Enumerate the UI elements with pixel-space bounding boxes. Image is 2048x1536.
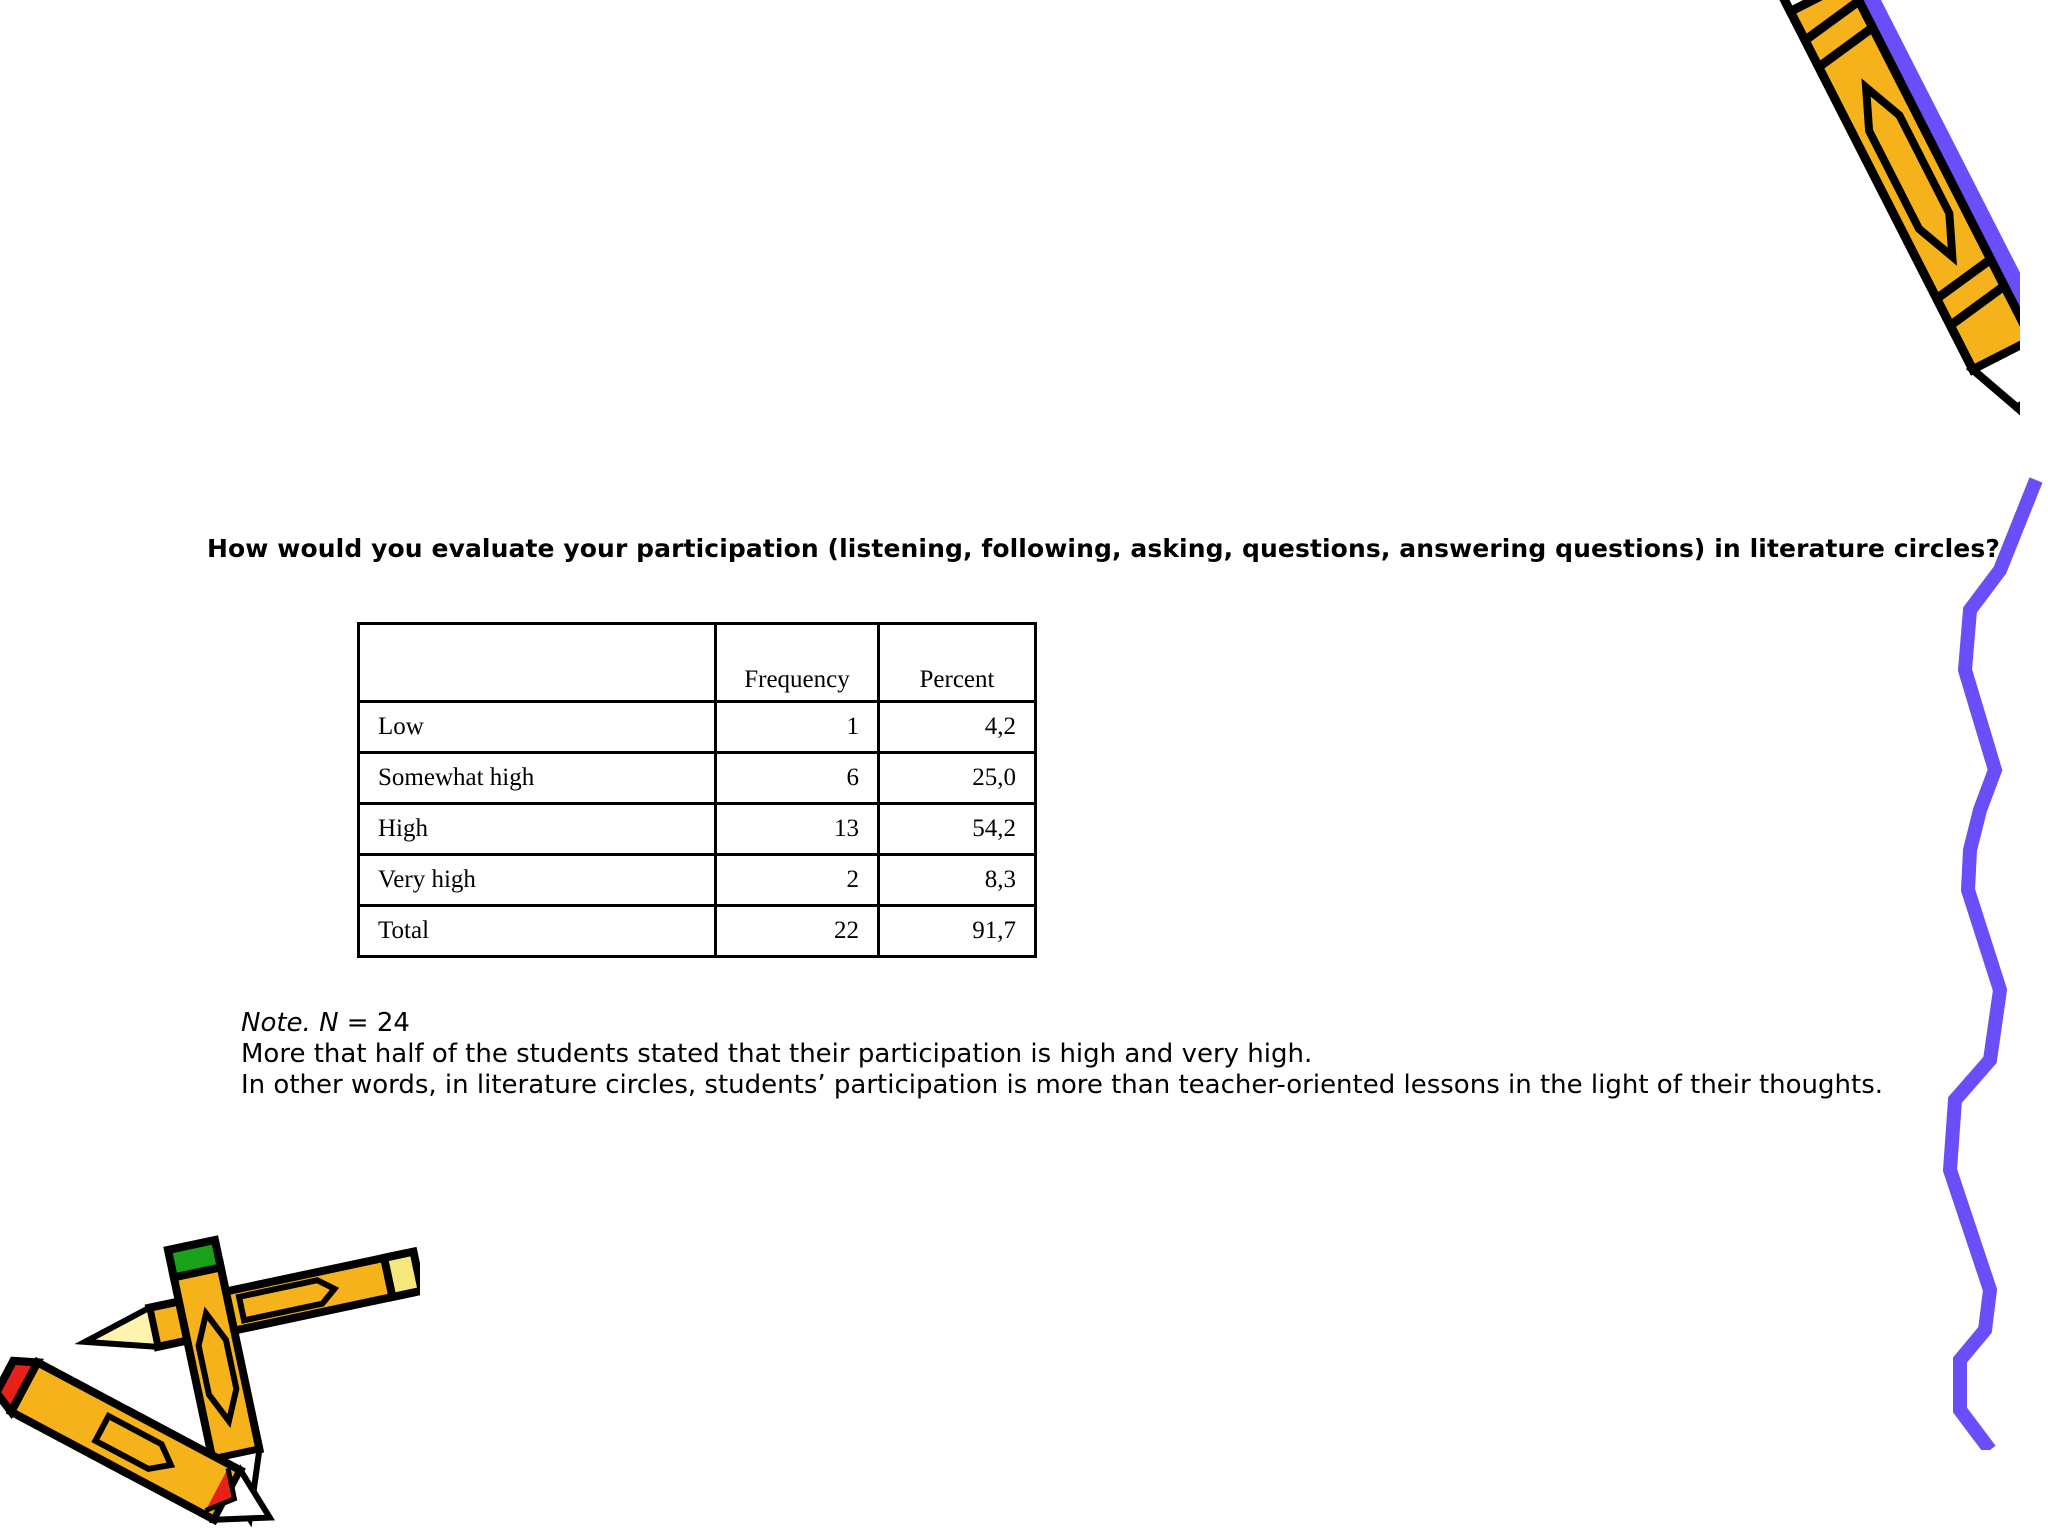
note-line — [241, 1008, 1883, 1039]
table-header-row — [359, 624, 1036, 702]
frequency-table — [357, 622, 1037, 958]
row-percent: 4,2 — [879, 702, 1036, 753]
row-label: Somewhat high — [359, 753, 716, 804]
pencil-icon — [1720, 0, 2020, 500]
interpretation-line: In other words, in literature circles, students’ participation is more than teacher-oriented lessons in the light of their thoughts. — [241, 1070, 1884, 1100]
row-percent: 25,0 — [879, 753, 1036, 804]
note-prefix: Note. — [241, 1008, 311, 1038]
row-frequency: 1 — [716, 702, 879, 753]
row-label: Low — [359, 702, 716, 753]
question-heading: How would you evaluate your participation (listening, following, asking, questions, answering questions) in literature circles? — [207, 534, 2000, 563]
header-frequency: Frequency — [716, 624, 879, 702]
header-blank — [359, 624, 716, 702]
row-frequency: 6 — [716, 753, 879, 804]
header-percent: Percent — [879, 624, 1036, 702]
row-frequency: 13 — [716, 804, 879, 855]
table-row — [359, 804, 1036, 855]
table-row — [359, 702, 1036, 753]
notes-block — [241, 1008, 1883, 1101]
row-percent: 91,7 — [879, 906, 1036, 957]
row-frequency: 22 — [716, 906, 879, 957]
row-label: Very high — [359, 855, 716, 906]
row-label: Total — [359, 906, 716, 957]
note-n-label: N — [319, 1008, 339, 1038]
crossed-pencils-icon — [0, 1230, 420, 1536]
table-row-total — [359, 906, 1036, 957]
table-row — [359, 753, 1036, 804]
row-frequency: 2 — [716, 855, 879, 906]
row-label: High — [359, 804, 716, 855]
summary-line: More that half of the students stated that their participation is high and very high. — [241, 1039, 1313, 1069]
row-percent: 54,2 — [879, 804, 1036, 855]
table-row — [359, 855, 1036, 906]
note-n-value: = 24 — [338, 1008, 410, 1038]
squiggle-line — [1940, 470, 2048, 1450]
row-percent: 8,3 — [879, 855, 1036, 906]
